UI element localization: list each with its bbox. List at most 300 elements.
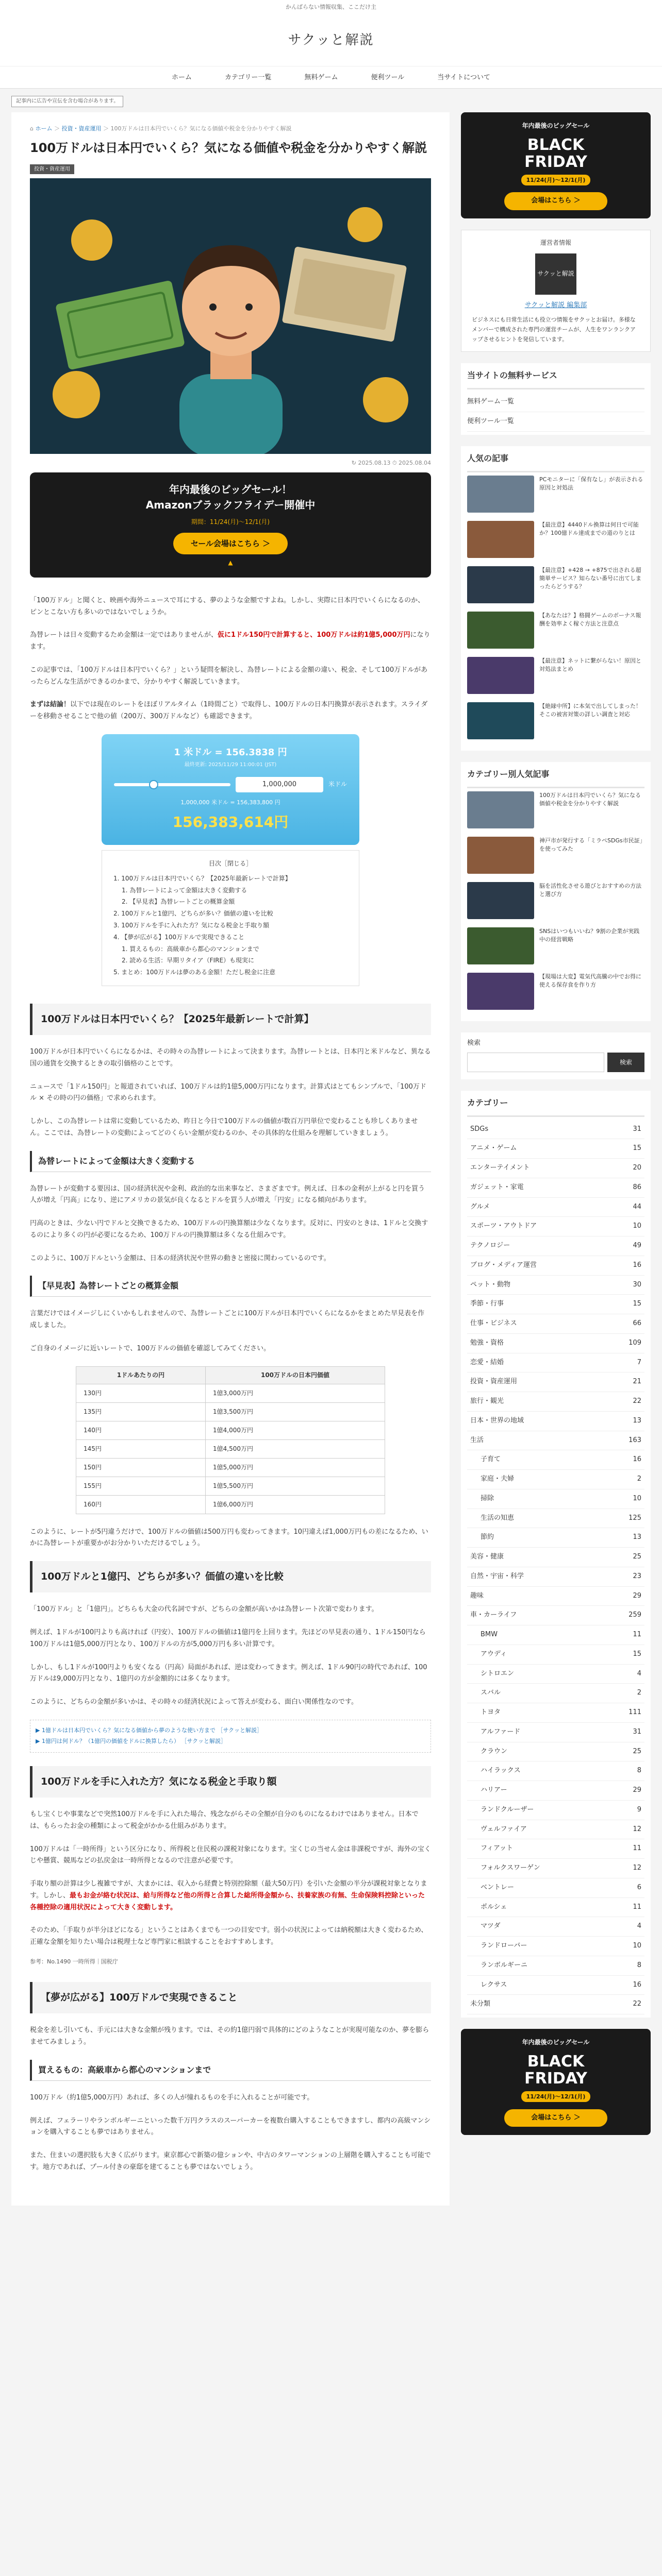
category-item[interactable]	[467, 1781, 644, 1801]
toc-item[interactable]: 2. 読める生活：早期リタイア（FIRE）も現実に	[122, 957, 255, 964]
toc-item[interactable]: 3. 100万ドルを手に入れた方？気になる税金と手取り額	[113, 921, 270, 929]
related-links	[30, 1720, 431, 1753]
category-count: 10	[633, 1494, 641, 1502]
category-item[interactable]	[467, 1606, 644, 1625]
conversion-result: 156,383,614円	[172, 814, 289, 831]
category-label: 自然・宇宙・科学	[470, 1572, 524, 1580]
breadcrumb-current: 100万ドルは日本円でいくら？気になる価値や税金を分かりやすく解説	[110, 125, 292, 132]
category-label: ハリアー	[481, 1786, 507, 1794]
category-count: 15	[633, 1300, 641, 1308]
category-label: 仕事・ビジネス	[470, 1319, 517, 1327]
banner-button[interactable]: 会場はこちら ＞	[504, 192, 607, 210]
category-item[interactable]	[467, 1256, 644, 1276]
avatar: サクッと解説	[535, 253, 576, 295]
updated-icon: ↻	[351, 460, 358, 467]
category-label: 節約	[481, 1533, 494, 1541]
category-label: 子育て	[481, 1455, 501, 1464]
sale-button[interactable]: セール会場はこちら ＞	[173, 533, 288, 554]
rate-updated: 最終更新: 2025/11/29 11:00:01 (JST)	[184, 762, 277, 768]
ranking-article[interactable]	[467, 837, 644, 874]
popular-article[interactable]	[467, 476, 644, 513]
table-cell: 135円	[76, 1402, 206, 1421]
article-link[interactable]: 100万ドルは日本円でいくら？気になる価値や税金を分かりやすく解説	[539, 791, 641, 807]
category-count: 12	[633, 1864, 641, 1872]
category-item[interactable]	[467, 1820, 644, 1840]
popular-article[interactable]	[467, 657, 644, 694]
reference-link[interactable]: 参考：No.1490 一時所得｜国税庁	[30, 1958, 118, 1965]
body-paragraph: 手取り額の計算は少し複雑ですが、大まかには、収入から経費と特別控除額（最大50万円）を引いた金額の半分が課税対象となります。しかし、最もお金が絡む状況は、給与所得など他の所得と合算した総所得金額から、扶養家族の有無、生命保険料控除といった各種控除の適用状況によって大きく変動します。	[30, 1880, 427, 1911]
ranking-article[interactable]	[467, 882, 644, 919]
category-item[interactable]	[467, 1120, 644, 1140]
section-heading: 【夢が広がる】100万ドルで実現できること	[30, 1982, 431, 2013]
category-label: クラウン	[481, 1747, 508, 1755]
toc-item[interactable]: 2. 100万ドルと1億円、どちらが多い？価値の違いを比較	[113, 910, 273, 918]
category-item[interactable]	[467, 1372, 644, 1392]
category-count: 22	[633, 2000, 641, 2008]
category-label: 日本・世界の地域	[470, 1416, 524, 1425]
category-count: 6	[637, 1883, 641, 1891]
category-count: 7	[637, 1358, 641, 1366]
amount-unit: 米ドル	[328, 781, 347, 788]
arrow-up-icon: ▲	[228, 558, 233, 566]
conversion-label: 1,000,000 米ドル = 156,383,800 円	[180, 799, 280, 806]
category-count: 86	[633, 1183, 641, 1191]
body-paragraph: 円高のときは、少ない円でドルと交換できるため、100万ドルの円換算額は少なくなります。反対に、円安のときは、1ドルと交換するのにより多くの円が必要になるため、100万ドルの円換算額は多くなる仕組みです。	[30, 1219, 428, 1239]
exchange-rate: 1 米ドル = 156.3838 円	[174, 747, 287, 758]
category-item[interactable]	[467, 1684, 644, 1703]
category-item[interactable]	[467, 1489, 644, 1509]
article-thumbnail[interactable]	[467, 566, 534, 603]
category-label: レクサス	[481, 1980, 507, 1989]
category-count: 9	[637, 1805, 641, 1814]
category-item[interactable]	[467, 1139, 644, 1159]
category-label: 投資・資産運用	[470, 1378, 518, 1386]
category-item[interactable]	[467, 1470, 644, 1489]
category-count: 29	[633, 1591, 641, 1600]
category-item[interactable]	[467, 1898, 644, 1918]
category-count: 66	[633, 1319, 641, 1327]
article-thumbnail[interactable]	[467, 837, 534, 874]
article-link[interactable]: 【現場は大変】電気代高騰の中でお得に使える保存食を作り方	[539, 973, 641, 988]
category-item[interactable]	[467, 1665, 644, 1684]
category-count: 31	[633, 1727, 641, 1736]
category-label: ランボルギーニ	[481, 1961, 528, 1969]
amount-slider[interactable]	[114, 783, 230, 786]
category-item[interactable]	[467, 1450, 644, 1470]
category-label: アニメ・ゲーム	[470, 1144, 517, 1153]
table-row	[76, 1439, 385, 1458]
category-item[interactable]	[467, 1314, 644, 1334]
category-item[interactable]	[467, 1859, 644, 1878]
category-count: 23	[633, 1572, 641, 1580]
body-paragraph: このように、どちらの金額が多いかは、その時々の経済状況によって答えが変わる、面白い関係性なのです。	[30, 1698, 358, 1706]
category-widget: カテゴリー SDGs 31 アニメ・ゲーム 15 エンターテイメント 20 ガジェット・家電 86 グルメ 44 スポーツ・アウトドア 10 テクノロジー 49 ブログ・メディア運営 16 ペット・動物 30 季節・行事 15 仕事・ビジネス 66 勉強・資格 109 恋愛・結婚 7 投資・資産運用 21 旅行・観光 22 日本・世界の地域 13 生活 163 子育て 16 家庭・夫婦 2 掃除 10 生活の知恵 125 節約 13 美容・健康 25 自然・宇宙・科学 23 趣味 29 車・カーライフ 259 BMW 11 アウディ 15 シトロエン 4 スバル 2 トヨタ 111 アルファード 31 クラウン 25 ハイラックス 8 ハリアー 29 ランドクルーザー 9 ヴェルファイア 12 フィアット 11 フォルクスワーゲン 12 ベントレー 6 ポルシェ 11 マツダ 4 ランドローバー 10 ランボルギーニ 8 レクサス 16 未分類 22	[461, 1091, 651, 2018]
search-button[interactable]: 検索	[607, 1053, 644, 1072]
category-label: アウディ	[481, 1650, 507, 1658]
eyecatch-illustration	[30, 178, 431, 454]
category-label: ランドローバー	[481, 1942, 527, 1950]
category-label: スバル	[481, 1689, 501, 1697]
category-label: ハイラックス	[481, 1767, 521, 1775]
popular-article[interactable]	[467, 702, 644, 739]
category-item[interactable]	[467, 1198, 644, 1217]
category-item[interactable]	[467, 1217, 644, 1236]
category-item[interactable]	[467, 1567, 644, 1587]
ranking-article[interactable]	[467, 927, 644, 964]
category-count: 13	[633, 1533, 641, 1541]
body-paragraph: もし宝くじや事業などで突然100万ドルを手に入れた場合、残念ながらその全額が自分のものになるわけではありません。日本では、もらったお金の種類によって税金がかかる仕組みがあります。	[30, 1810, 419, 1830]
category-label: グルメ	[470, 1202, 490, 1211]
coin-icon	[363, 377, 408, 422]
article-thumbnail[interactable]	[467, 657, 534, 694]
category-item[interactable]	[467, 1548, 644, 1567]
profile-description: ビジネスにも日常生活にも役立つ情報をサクッとお届け。多様なメンバーで構成された専門の運営チームが、人生をワンランクアップさせるヒントを発信しています。	[472, 316, 636, 343]
breadcrumb-category[interactable]: 投資・資産運用	[61, 125, 102, 132]
category-item[interactable]	[467, 1587, 644, 1606]
category-label: 趣味	[470, 1591, 484, 1600]
table-cell: 140円	[76, 1421, 206, 1439]
profile-widget: 運営者情報 サクッと解説 サクッと解説 編集部 ビジネスにも日常生活にも役立つ情報をサクッとお届け。多様なメンバーで構成された専門の運営チームが、人生をワンランクアップさせるヒントを発信しています。	[461, 230, 651, 352]
nav-free-games[interactable]: 無料ゲーム	[304, 74, 338, 81]
article-thumbnail[interactable]	[467, 521, 534, 558]
category-item[interactable]	[467, 1528, 644, 1548]
table-cell: 1億6,000万円	[206, 1495, 385, 1514]
body-paragraph: ニュースで「1ドル150円」と報道されていれば、100万ドルは約1億5,000万円になります。計算式はとてもシンプルで、「100万ドル × その時の円の価格」で求められます。	[30, 1082, 426, 1103]
table-cell: 155円	[76, 1477, 206, 1495]
article-link[interactable]: 【最注意】+428 → +875で出される超簡単サービス？知らない番号に出てしまったらどうする？	[539, 566, 641, 590]
category-count: 4	[637, 1669, 641, 1677]
category-label: 旅行・観光	[470, 1397, 504, 1405]
banner-button[interactable]: 会場はこちら ＞	[504, 2109, 607, 2127]
category-count: 15	[633, 1144, 641, 1153]
popular-article[interactable]	[467, 612, 644, 649]
category-count: 2	[637, 1689, 641, 1697]
category-count: 15	[633, 1650, 641, 1658]
ranking-article[interactable]	[467, 973, 644, 1010]
table-row	[76, 1384, 385, 1402]
category-item[interactable]	[467, 1956, 644, 1976]
article-link[interactable]: 脳を活性化させる遊びとおすすめの方法と選び方	[539, 882, 642, 897]
category-count: 30	[633, 1280, 641, 1289]
category-item[interactable]	[467, 1392, 644, 1412]
slider-handle[interactable]	[149, 780, 158, 789]
toc-item[interactable]: 1. 為替レートによって金額は大きく変動する	[122, 886, 247, 894]
currency-calculator	[102, 734, 359, 845]
article-link[interactable]: 【最注意】ネットに繋がらない！原因と対処法まとめ	[539, 657, 641, 672]
category-item[interactable]	[467, 1976, 644, 1995]
category-item[interactable]	[467, 1276, 644, 1295]
coin-icon	[53, 371, 100, 418]
category-count: 20	[633, 1164, 641, 1172]
category-label: 掃除	[481, 1494, 494, 1502]
top-tagline-bar	[0, 0, 662, 14]
intro-paragraph-3: この記事では、「100万ドルは日本円でいくら？」という疑問を解決し、為替レートによる金額の違い、税金、そして100万ドルがあったらどんな生活ができるのかまで、分かりやすく解説していきます。	[30, 666, 428, 686]
category-item[interactable]	[467, 1509, 644, 1529]
category-label: 未分類	[470, 2000, 491, 2008]
body-paragraph: そのため、「手取りが半分ほどになる」ということはあくまでも一つの目安です。弱小の状況によっては納税額は大きく変わるため、正確な金額を知りたい場合は税理士など専門家に相談することをおすすめします。	[30, 1926, 428, 1946]
category-count: 16	[633, 1455, 641, 1464]
profile-name[interactable]: サクッと解説 編集部	[524, 301, 587, 309]
category-count: 16	[633, 1261, 641, 1269]
black-friday-banner[interactable]: 年内最後のビッグセール BLACK FRIDAY 11/24(月)〜12/1(月) 会場はこちら ＞	[461, 112, 651, 218]
amount-input[interactable]: 1,000,000	[236, 777, 323, 792]
table-cell: 1億5,500万円	[206, 1477, 385, 1495]
table-row	[76, 1477, 385, 1495]
article-link[interactable]: SNSはいつもいいね？9割の企業が実践中の経営戦略	[539, 927, 640, 943]
category-count: 44	[633, 1202, 641, 1211]
body-paragraph: しかし、もし1ドルが100円よりも安くなる（円高）局面があれば、逆は変わってきます。例えば、1ドル90円の時代であれば、100万ドルは9,000万円となり、1億円の方が金額的には多くなります。	[30, 1663, 427, 1683]
body-paragraph: このように、100万ドルという金額は、日本の経済状況や世界の動きと密接に関わっているのです。	[30, 1254, 330, 1262]
article-thumbnail[interactable]	[467, 476, 534, 513]
category-item[interactable]	[467, 1839, 644, 1859]
category-count: 49	[633, 1242, 641, 1249]
category-item[interactable]	[467, 1878, 644, 1898]
category-item[interactable]	[467, 1645, 644, 1665]
category-label: 恋愛・結婚	[470, 1358, 504, 1366]
category-item[interactable]	[467, 1995, 644, 2014]
category-item[interactable]	[467, 1236, 644, 1256]
table-cell: 1億3,000万円	[206, 1384, 385, 1402]
sidebar-banner-widget-bottom	[461, 2029, 651, 2135]
sale-period: 期間：11/24(月)〜12/1(月)	[191, 518, 270, 526]
category-count: 22	[633, 1397, 641, 1405]
category-label: 生活の知恵	[481, 1514, 515, 1522]
category-item[interactable]	[467, 1295, 644, 1314]
category-count: 11	[633, 1844, 641, 1853]
intro-paragraph: 「100万ドル」と聞くと、映画や海外ニュースで耳にする、夢のような金額ですよね。しかし、実際に日本円でいくらになるのか、ピンとこない方も多いのではないでしょうか。	[30, 596, 425, 616]
subsection-heading: 買えるもの：高級車から都心のマンションまで	[30, 2060, 431, 2081]
category-badge[interactable]: 投資・資産運用	[30, 164, 74, 175]
category-item[interactable]	[467, 1723, 644, 1742]
category-item[interactable]	[467, 1742, 644, 1762]
category-label: 季節・行事	[470, 1300, 504, 1308]
category-label: マツダ	[481, 1922, 501, 1930]
article-thumbnail[interactable]	[467, 882, 534, 919]
category-item[interactable]	[467, 1334, 644, 1353]
conclusion-paragraph: まずは結論！以下では現在のレートをほぼリアルタイム（1時間ごと）で取得し、100万ドルの日本円換算が表示されます。スライダーを移動させることで他の値（200万、300万ドルなど）も確認できます。	[30, 701, 428, 720]
article-thumbnail[interactable]	[467, 612, 534, 649]
category-label: フィアット	[481, 1844, 514, 1853]
toc-item[interactable]: 5. まとめ：100万ドルは夢のある金額！ただし税金に注意	[113, 969, 276, 976]
body-paragraph: 為替レートが変動する要因は、国の経済状況や金利、政治的な出来事など、さまざまです。例えば、日本の金利が上がると円を買う人が増え「円高」になり、逆にアメリカの景気が良くなるとドルを買う人が増え「円安」になる傾向があります。	[30, 1184, 425, 1205]
toc-item[interactable]: 4. 【夢が広がる】100万ドルで実現できること	[113, 933, 245, 941]
ad-notice: 記事内に広告や宣伝を含む場合があります。	[11, 96, 123, 107]
category-item[interactable]	[467, 1703, 644, 1723]
category-label: 家庭・夫婦	[481, 1475, 515, 1483]
category-item[interactable]	[467, 1761, 644, 1781]
toc-item[interactable]: 1. 100万ドルは日本円でいくら？【2025年最新レートで計算】	[113, 874, 291, 882]
popular-article[interactable]	[467, 521, 644, 558]
service-link[interactable]: 便利ツール一覧	[467, 412, 644, 432]
rate-table	[76, 1366, 385, 1514]
related-link[interactable]: ▶ 1億ドルは日本円でいくら？気になる価値から夢のような使い方まで ［サクッと解説］	[36, 1726, 263, 1734]
category-label: テクノロジー	[470, 1242, 510, 1249]
category-count: 2	[637, 1475, 641, 1483]
home-icon: ⌂	[30, 125, 36, 132]
site-header	[0, 14, 662, 66]
category-label: ポルシェ	[481, 1903, 507, 1911]
category-count: 109	[628, 1338, 641, 1347]
category-item[interactable]	[467, 1917, 644, 1937]
table-header: 1ドルあたりの円	[76, 1366, 206, 1384]
category-label: ブログ・メディア運営	[470, 1261, 537, 1269]
body-paragraph: 言葉だけではイメージしにくいかもしれませんので、為替レートごとに100万ドルが日本円でいくらになるかをまとめた早見表を作成しました。	[30, 1310, 425, 1330]
category-label: 美容・健康	[470, 1553, 504, 1561]
category-count: 8	[637, 1767, 641, 1775]
category-label: フォルクスワーゲン	[481, 1864, 540, 1872]
category-item[interactable]	[467, 1937, 644, 1956]
category-count: 25	[633, 1747, 641, 1755]
coin-icon	[71, 219, 112, 261]
man-with-money-illustration	[30, 178, 431, 454]
category-label: 車・カーライフ	[470, 1611, 517, 1619]
body-paragraph: しかし、この為替レートは常に変動しているため、昨日と今日で100万ドルの価値が数百万円単位で変わることも珍しくありません。ここでは、為替レートの変動によってどのくらい金額が変わるのか、その具体的な仕組みを理解していきましょう。	[30, 1117, 418, 1137]
article-link[interactable]: 【あなたは？】格闘ゲームのボーナス報酬を効率よく稼ぐ方法と注意点	[539, 612, 641, 627]
category-count: 13	[633, 1416, 641, 1425]
breadcrumb: ⌂ ホーム ＞ 投資・資産運用 ＞ 100万ドルは日本円でいくら？気になる価値や税金を分かりやすく解説	[30, 125, 292, 132]
category-count: 8	[637, 1961, 641, 1969]
subsection-heading: 【早見表】為替レートごとの概算金額	[30, 1276, 431, 1297]
category-label: スポーツ・アウトドア	[470, 1222, 537, 1230]
category-count: 10	[633, 1942, 641, 1950]
article-link[interactable]: 【絶縁中所】に本気で出してしまった！そこの被害対策の詳しい調査と対応	[539, 702, 641, 718]
published-icon: ⏱	[392, 460, 399, 467]
table-cell: 150円	[76, 1458, 206, 1477]
related-link[interactable]: ▶ 1億円は何ドル？（1億円の価値をドルに換算したら） ［サクッと解説］	[36, 1737, 227, 1744]
body-paragraph: また、住まいの選択肢も大きく広がります。東京都心で新築の億ションや、中古のタワーマンションの上層階を購入することも可能です。地方であれば、プール付きの豪邸を建てることも夢ではないでしょう。	[30, 2151, 431, 2171]
category-count: 31	[633, 1125, 641, 1133]
category-label: SDGs	[470, 1125, 489, 1133]
toc-item[interactable]: 2. 【早見表】為替レートごとの概算金額	[122, 898, 235, 906]
breadcrumb-home[interactable]: ホーム	[35, 125, 53, 132]
nav-categories[interactable]: カテゴリー一覧	[224, 74, 272, 81]
category-count: 125	[628, 1514, 641, 1522]
category-item[interactable]	[467, 1178, 644, 1198]
site-logo[interactable]: サクッと解説	[288, 32, 374, 48]
ranking-article[interactable]	[467, 791, 644, 828]
body-paragraph: 例えば、フェラーリやランボルギーニといった数千万円クラスのスーパーカーを複数台購入することもできますし、都内の高級マンションを購入することも夢ではありません。	[30, 2116, 431, 2137]
nav-about[interactable]: 当サイトについて	[437, 74, 491, 81]
category-count: 21	[633, 1378, 641, 1386]
sale-banner[interactable]: 年内最後のビッグセール！ Amazonブラックフライデー開催中 期間：11/24(月)〜12/1(月) セール会場はこちら ＞ ▲	[30, 472, 431, 578]
intro-paragraph-2: 為替レートは日々変動するため金額は一定ではありませんが、仮に1ドル150円で計算すると、100万ドルは約1億5,000万円になります。	[30, 631, 431, 651]
toc-item[interactable]: 1. 買えるもの：高級車から都心のマンションまで	[122, 945, 259, 953]
table-cell: 145円	[76, 1439, 206, 1458]
category-item[interactable]	[467, 1625, 644, 1645]
table-row	[76, 1402, 385, 1421]
category-label: ペット・動物	[470, 1280, 511, 1289]
category-label: ベントレー	[481, 1883, 515, 1891]
category-count: 12	[633, 1825, 641, 1833]
category-label: 勉強・資格	[470, 1338, 504, 1347]
table-row	[76, 1421, 385, 1439]
category-label: トヨタ	[481, 1708, 501, 1716]
category-label: ガジェット・家電	[470, 1183, 524, 1191]
body-paragraph: 税金を差し引いても、手元には大きな金額が残ります。では、その約1億円弱で具体的にどのようなことが実現可能なのか、夢を膨らませてみましょう。	[30, 2026, 429, 2046]
services-widget: 当サイトの無料サービス 無料ゲーム一覧 便利ツール一覧	[461, 363, 651, 435]
search-input[interactable]	[467, 1053, 604, 1072]
category-label: ヴェルファイア	[481, 1825, 527, 1833]
article-link[interactable]: 【最注意】4440ドル換算は何日で可能か？100億ドル達成までの道のりとは	[539, 521, 639, 536]
article-thumbnail[interactable]	[467, 702, 534, 739]
service-link[interactable]: 無料ゲーム一覧	[467, 393, 644, 412]
article-thumbnail[interactable]	[467, 973, 534, 1010]
category-item[interactable]	[467, 1801, 644, 1820]
subsection-heading: 為替レートによって金額は大きく変動する	[30, 1151, 431, 1172]
table-cell: 160円	[76, 1495, 206, 1514]
dollar-bill-icon	[55, 280, 185, 370]
body-paragraph: ご自身のイメージに近いレートで、100万ドルの価値を確認してみてください。	[30, 1344, 271, 1352]
category-count: 4	[637, 1922, 641, 1930]
body-paragraph: 例えば、1ドルが100円よりも高ければ（円安）、100万ドルの価値は1億円を上回ります。先ほどの早見表の通り、1ドル150円なら100万ドルは1億5,000万円となり、100万ドルの方が5,000万円も多い計算です。	[30, 1629, 426, 1648]
category-item[interactable]	[467, 1159, 644, 1178]
body-paragraph: 100万ドル（約1億5,000万円）あれば、多くの人が憧れるものを手に入れることが可能です。	[30, 2093, 314, 2102]
category-count: 11	[633, 1903, 641, 1911]
body-paragraph: 100万ドルが日本円でいくらになるかは、その時々の為替レートによって決まります。為替レートとは、日本円と米ドルなど、異なる国の通貨を交換するときの取引価格のことです。	[30, 1048, 431, 1067]
category-label: 生活	[470, 1436, 484, 1444]
popular-article[interactable]	[467, 566, 644, 603]
category-label: BMW	[481, 1631, 498, 1638]
section-heading: 100万ドルと1億円、どちらが多い？価値の違いを比較	[30, 1561, 431, 1592]
category-item[interactable]	[467, 1353, 644, 1373]
coin-icon	[347, 207, 383, 242]
article-link[interactable]: 神戸市が発行する「ミラペSDGs市民証」を使ってみた	[539, 837, 643, 852]
toc-title[interactable]: 目次［閉じる］	[208, 860, 252, 867]
table-cell: 1億4,500万円	[206, 1439, 385, 1458]
table-of-contents	[102, 850, 359, 986]
article-thumbnail[interactable]	[467, 927, 534, 964]
category-item[interactable]	[467, 1431, 644, 1451]
category-count: 25	[633, 1553, 641, 1561]
category-label: アルファード	[481, 1727, 521, 1736]
popular-widget: 人気の記事 PCモニターに「保有なし」が表示される原因と対処法 【最注意】4440ドル換算は何日で可能か？100億ドル達成までの道のりとは 【最注意】+428 → +875で出される超簡単サービス？知らない番号に出てしまったらどうする？ 【あなたは？】格闘ゲームのボーナス報酬を効率よく稼ぐ方法と注意点 【最注意】ネットに繋がらない！原因と対処法まとめ 【絶縁中所】に本気で出してしまった！そこの被害対策の詳しい調査と対応	[461, 446, 651, 751]
category-label: シトロエン	[481, 1669, 515, 1677]
table-cell: 1億5,000万円	[206, 1458, 385, 1477]
category-item[interactable]	[467, 1412, 644, 1431]
table-cell: 1億4,000万円	[206, 1421, 385, 1439]
global-nav	[0, 66, 662, 89]
table-header: 100万ドルの日本円価値	[206, 1366, 385, 1384]
category-count: 163	[628, 1436, 641, 1444]
page-title: 100万ドルは日本円でいくら？気になる価値や税金を分かりやすく解説	[30, 140, 427, 155]
body-paragraph: 100万ドルは「一時所得」という区分になり、所得税と住民税の課税対象になります。宝くじの当せん金は非課税ですが、海外の宝くじや懸賞、競馬などの払戻金は一時所得となるので注意が必要です。	[30, 1845, 431, 1865]
category-label: エンターテイメント	[470, 1164, 530, 1172]
post-dates: ↻ 2025.08.13 ⏱ 2025.08.04	[351, 460, 431, 467]
man-torso	[179, 374, 283, 454]
section-heading: 100万ドルは日本円でいくら？【2025年最新レートで計算】	[30, 1004, 431, 1035]
category-count: 16	[633, 1980, 641, 1989]
nav-home[interactable]: ホーム	[171, 74, 192, 81]
table-cell: 130円	[76, 1384, 206, 1402]
category-label: ランドクルーザー	[481, 1805, 534, 1814]
table-row	[76, 1458, 385, 1477]
article-thumbnail[interactable]	[467, 791, 534, 828]
nav-tools[interactable]: 便利ツール	[371, 74, 405, 81]
main-article	[11, 112, 450, 2206]
search-widget: 検索 検索	[461, 1032, 651, 1079]
sidebar-banner-widget	[461, 112, 651, 218]
category-count: 111	[628, 1708, 641, 1716]
category-count: 29	[633, 1786, 641, 1794]
table-row	[76, 1495, 385, 1514]
table-cell: 1億3,500万円	[206, 1402, 385, 1421]
category-count: 10	[633, 1222, 641, 1230]
article-link[interactable]: PCモニターに「保有なし」が表示される原因と対処法	[539, 476, 643, 491]
category-count: 11	[633, 1631, 641, 1638]
ranking-widget: カテゴリー別人気記事 100万ドルは日本円でいくら？気になる価値や税金を分かりやすく解説 神戸市が発行する「ミラペSDGs市民証」を使ってみた 脳を活性化させる遊びとおすすめの方法と選び方 SNSはいつもいいね？9割の企業が実践中の経営戦略 【現場は大変】電気代高騰の中でお得に使える保存食を作り方	[461, 762, 651, 1021]
body-paragraph: 「100万ドル」と「1億円」。どちらも大金の代名詞ですが、どちらの金額が高いかは為替レート次第で変わります。	[30, 1605, 378, 1614]
black-friday-banner[interactable]: 年内最後のビッグセール BLACK FRIDAY 11/24(月)〜12/1(月) 会場はこちら ＞	[461, 2029, 651, 2135]
